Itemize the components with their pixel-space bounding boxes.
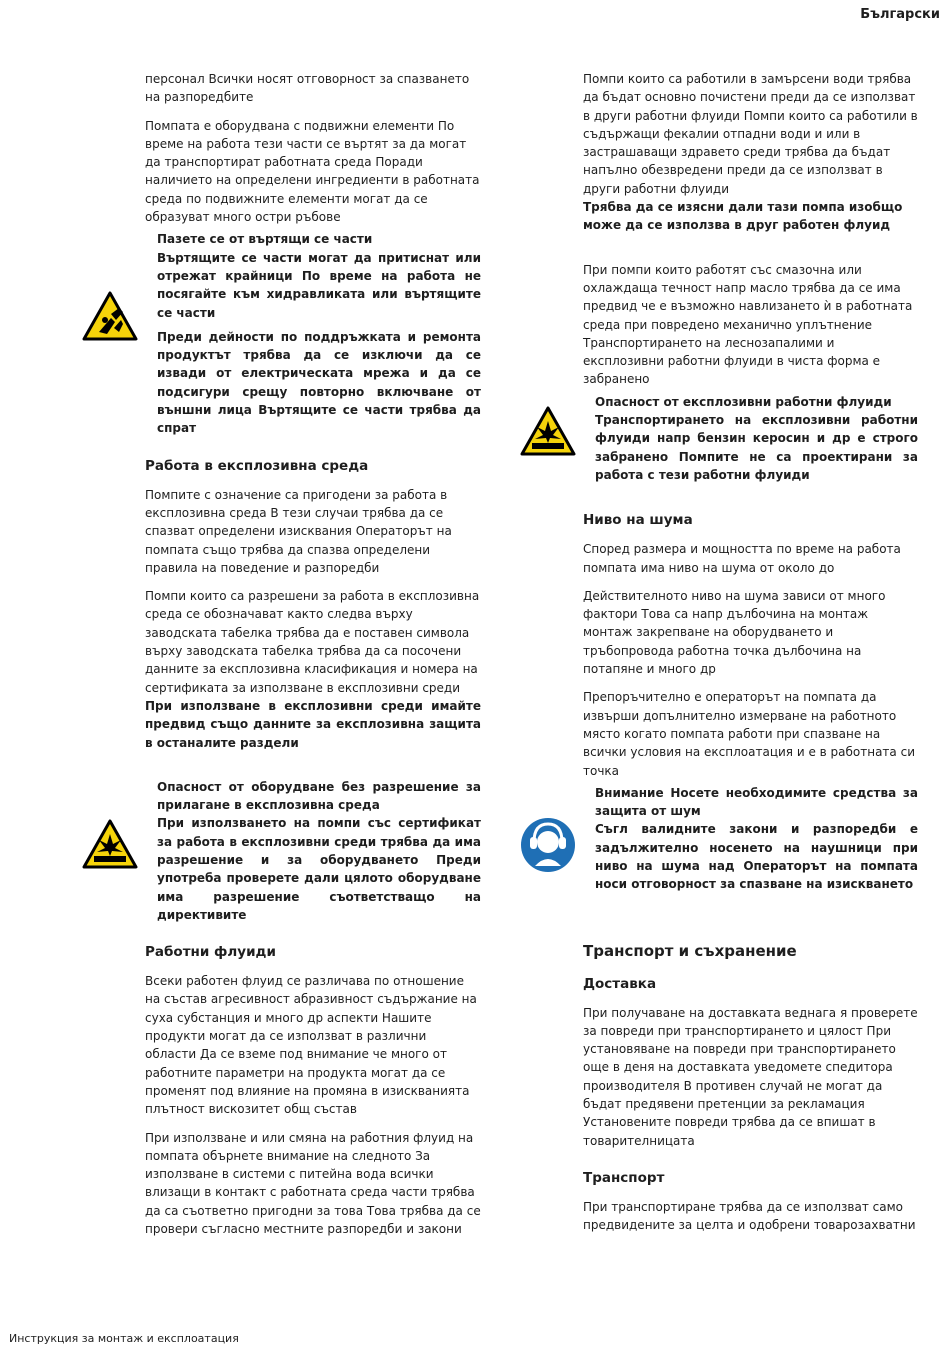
- warning-no-approval: [145, 778, 481, 924]
- warning-text: При използването на помпи със сертификат за работа в експлозивни среди трябва да има разрешение и за оборудването Преди употреба проверете дали цялото оборудване има разрешение съответстващо на директивите: [157, 816, 481, 922]
- right-column: [583, 70, 918, 1245]
- paragraph-bold: При използване в експлозивни среди имайте предвид също данните за експлозивна защита в останалите раздели: [145, 698, 481, 750]
- paragraph: При получаване на доставката веднага я проверете за повреди при транспортирането и цялост При установяване на повреди при транспортирането още в деня на доставката уведомете спедитора производителя В противен случай не могат да бъдат предявени претенции за рекламация Установените повреди трябва да се впишат в товарителницата: [583, 1005, 918, 1148]
- paragraph: персонал Всички носят отговорност за спазването на разпоредбите: [145, 72, 470, 105]
- warning-text: Преди дейности по поддръжката и ремонта продуктът трябва да се изключи да се извади от електрическата мрежа и да се подсигури срещу повторно включване от външни лица Въртящите се части трябва да спрат: [157, 329, 481, 436]
- paragraph: Според размера и мощността по време на работа помпата има ниво на шума от около до: [583, 542, 901, 575]
- language-label: Български: [860, 7, 940, 22]
- paragraph: Всеки работен флуид се различава по отношение на състав агресивност абразивност съдържание на суха субстанция и много др аспекти Нашите продукти могат да се използват в различни области Да се вземе под внимание че много от работните параметри на продукта могат да се променят под влияние на промяна в изискванията плътност вискозитет общ състав: [145, 974, 477, 1117]
- warning-title: Внимание Носете необходимите средства за защита от шум: [595, 785, 918, 819]
- hand-crush-warning-icon: [81, 290, 139, 342]
- explosion-warning-icon: [81, 818, 139, 870]
- ear-protection-icon: [519, 816, 577, 874]
- warning-text: Въртящите се части могат да притиснат или отрежат крайници По време на работа не посягайте към хидравликата или въртящите се части: [157, 250, 481, 320]
- warning-explosive-fluids: [583, 393, 918, 484]
- section-heading: Работни флуиди: [145, 944, 276, 961]
- paragraph: Препоръчително е операторът на помпата да извърши допълнително измерване на работното място когато помпата работи при спазване на всички условия на експлоатация и е в работната си точка: [583, 690, 915, 778]
- paragraph: При използване и или смяна на работния флуид на помпата обърнете внимание на следното За използване в системи с питейна вода всички влизащи в контакт с работната среда части трябва да са съответно пригодни за това Това трябва да се провери съгласно местните разпоредби и закони: [145, 1130, 481, 1237]
- left-column: [145, 70, 481, 1248]
- warning-title: Пазете се от въртящи се части: [157, 232, 373, 247]
- footer-text: Инструкция за монтаж и експлоатация: [9, 1332, 239, 1345]
- chapter-heading: Транспорт и съхранение: [583, 941, 797, 960]
- paragraph: Помпата е оборудвана с подвижни елементи По време на работа тези части се въртят за да могат да транспортират работната среда Поради наличието на определени ингредиенти в работната среда по подвижните елементи могат да се образуват много остри ръбове: [145, 118, 480, 225]
- warning-title: Опасност от експлозивни работни флуиди: [595, 394, 892, 409]
- section-heading: Транспорт: [583, 1169, 665, 1186]
- paragraph: При помпи които работят със смазочна или охлаждаща течност напр масло трябва да се има предвид че е възможно навлизането ѝ в работната среда при повредено механично уплътнение Транспортирането на леснозапалими и експлозивни работни флуиди в чиста форма е забранено: [583, 262, 913, 387]
- section-heading: Доставка: [583, 975, 657, 992]
- section-heading: Ниво на шума: [583, 512, 693, 529]
- warning-rotating-parts: [145, 230, 481, 437]
- explosion-warning-icon: [519, 405, 577, 457]
- paragraph: При транспортиране трябва да се използват само предвидените за целта и одобрени товарозахватни: [583, 1199, 916, 1233]
- paragraph-bold: Трябва да се изясни дали тази помпа изобщо може да се използва в друг работен флуид: [583, 200, 903, 233]
- warning-text: Транспортирането на експлозивни работни флуиди напр бензин керосин и др е строго забранено Помпите не са проектирани за работа с тези работни флуиди: [595, 413, 918, 482]
- paragraph: Помпи които са работили в замърсени води трябва да бъдат основно почистени преди да се използват в други работни флуиди Помпи които са работили в съдържащи фекалии отпадни води и или в застрашаващи здравето среди трябва да бъдат напълно обезвредени преди да се използват в други работни флуиди: [583, 72, 918, 196]
- paragraph: Помпи които са разрешени за работа в експлозивна среда се обозначават както следва върху заводската табелка трябва да е поставен символа върху заводската табелка трябва да са посочени данните за експлозивна класификация и номера на сертификата за използване в експлозивни среди: [145, 589, 480, 695]
- paragraph: Действителното ниво на шума зависи от много фактори Това са напр дълбочина на монтаж монтаж закрепване на оборудването и тръбопровода работна точка дълбочина на потапяне и много др: [583, 588, 886, 677]
- warning-noise-protection: [583, 784, 918, 894]
- warning-text: Съгл валидните закони и разпоредби е задължително носенето на наушници при ниво на шума над Операторът на помпата носи отговорност за спазване на изискването: [595, 822, 918, 892]
- section-heading: Работа в експлозивна среда: [145, 457, 369, 474]
- paragraph: Помпите с означение са пригодени за работа в експлозивна среда В тези случаи трябва да се спазват определени изисквания Операторът на помпата също трябва да спазва определени правила на поведение и разпоредби: [145, 487, 452, 575]
- warning-title: Опасност от оборудване без разрешение за прилагане в експлозивна среда: [157, 779, 481, 813]
